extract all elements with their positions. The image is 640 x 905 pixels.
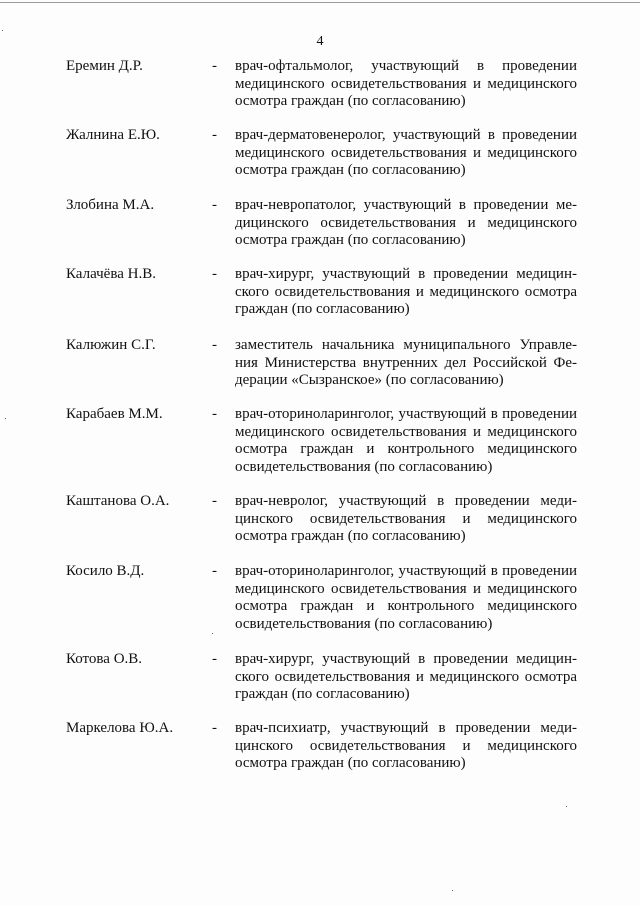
position-description: врач-хирург, участвующий в проведении медицинского освидетельствования и медицинского осмотра граждан (по согласованию) (235, 266, 577, 317)
scan-speck (212, 633, 213, 634)
position-description: врач-невролог, участвующий в проведении медицинского освидетельствования и медицинского осмотра граждан (по согласованию) (235, 493, 577, 544)
person-name: Косило В.Д. (66, 563, 145, 579)
separator-dash: - (212, 406, 217, 422)
person-name: Еремин Д.Р. (66, 58, 143, 74)
position-description: врач-оториноларинголог, участвующий в проведении медицинского освидетельствования и медицинского осмотра граждан и контрольного медицинского освидетельствования (по согласованию) (235, 563, 577, 632)
person-name: Жалнина Е.Ю. (66, 127, 160, 143)
position-description: врач-невропатолог, участвующий в проведении медицинского освидетельствования и медицинского осмотра граждан (по согласованию) (235, 197, 577, 248)
separator-dash: - (212, 127, 217, 143)
person-name: Каштанова О.А. (66, 493, 170, 509)
scan-speck (5, 418, 6, 419)
separator-dash: - (212, 337, 217, 353)
position-description: врач-оториноларинголог, участвующий в проведении медицинского освидетельствования и медицинского осмотра граждан и контрольного медицинского освидетельствования (по согласованию) (235, 406, 577, 475)
position-description: врач-дерматовенеролог, участвующий в проведении медицинского освидетельствования и медицинского осмотра граждан (по согласованию) (235, 127, 577, 178)
position-description: врач-психиатр, участвующий в проведении медицинского освидетельствования и медицинского осмотра граждан (по согласованию) (235, 720, 577, 771)
separator-dash: - (212, 58, 217, 74)
scan-speck (452, 890, 453, 891)
person-name: Карабаев М.М. (66, 406, 163, 422)
person-name: Калачёва Н.В. (66, 266, 156, 282)
position-description: врач-офтальмолог, участвующий в проведении медицинского освидетельствования и медицинского осмотра граждан (по согласованию) (235, 58, 577, 109)
separator-dash: - (212, 493, 217, 509)
person-name: Калюжин С.Г. (66, 337, 156, 353)
separator-dash: - (212, 197, 217, 213)
scan-speck (566, 806, 567, 807)
position-description: заместитель начальника муниципального Управления Министерства внутренних дел Российской Федерации «Сызранское» (по согласованию) (235, 337, 577, 388)
separator-dash: - (212, 266, 217, 282)
scan-top-edge (0, 2, 640, 3)
separator-dash: - (212, 563, 217, 579)
person-name: Злобина М.А. (66, 197, 155, 213)
separator-dash: - (212, 651, 217, 667)
separator-dash: - (212, 720, 217, 736)
page-number: 4 (316, 34, 324, 49)
person-name: Маркелова Ю.А. (66, 720, 174, 736)
position-description: врач-хирург, участвующий в проведении медицинского освидетельствования и медицинского осмотра граждан (по согласованию) (235, 651, 577, 702)
scan-speck (2, 30, 3, 31)
person-name: Котова О.В. (66, 651, 143, 667)
